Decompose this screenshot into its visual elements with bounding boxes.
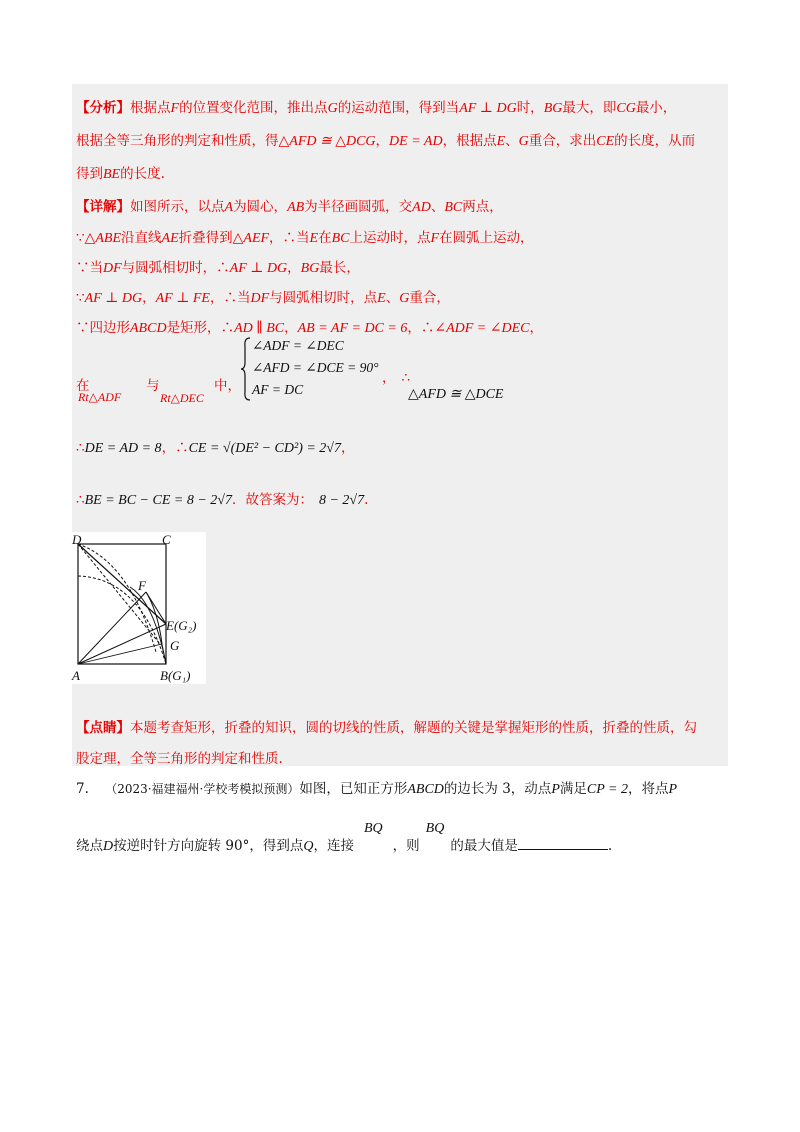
text: 是矩形， [166, 320, 221, 336]
math: CG [616, 101, 636, 116]
text: 、 [430, 199, 445, 215]
comment-text: 股定理，全等三角形的判定和性质. [76, 751, 283, 767]
label-B-G1: B(G₁) [160, 668, 191, 683]
text: ， [284, 320, 298, 336]
text: 如图，已知正方形 [299, 781, 408, 797]
math: AF ⊥ DG [229, 261, 288, 276]
text: ．故答案为： [231, 492, 313, 508]
math: BC [444, 200, 463, 215]
text: 的位置变化范围，推出点 [179, 100, 328, 116]
math: D [103, 839, 114, 854]
detail-line-5 [76, 316, 543, 337]
text: ， [341, 440, 355, 456]
because-symbol: ∵ [76, 320, 90, 336]
rt-adf [78, 390, 121, 405]
text: ， [529, 320, 543, 336]
math: BQ [425, 821, 445, 836]
label-E-G2: E(G₂) [166, 618, 197, 633]
math: G [399, 291, 410, 306]
text: ， [161, 440, 176, 456]
math: Rt△DEC [160, 391, 204, 405]
math: AB [287, 200, 305, 215]
text: ，则 [392, 838, 420, 854]
math: AF ⊥ DG [84, 291, 143, 306]
text: 、 [385, 290, 400, 306]
math: Rt△ADF [78, 390, 122, 404]
because-symbol: ∵ [76, 290, 85, 306]
math: DF [250, 291, 270, 306]
text: 的最大值是 [450, 838, 518, 854]
therefore-symbol: ∴ [216, 260, 230, 276]
math: F [430, 231, 440, 246]
detail-line-6-right [382, 366, 410, 386]
zhong-text [214, 374, 241, 394]
text: 沿直线 [121, 230, 162, 246]
math: Q [303, 839, 314, 854]
equation-system [240, 336, 380, 402]
math: BE [103, 167, 121, 182]
congruence-result [408, 386, 503, 403]
text: 在 [318, 230, 332, 246]
text: ， [209, 290, 224, 306]
label-D: D [72, 532, 82, 547]
math: △AFD ≅ △DCG [278, 134, 376, 149]
text: 最大，即 [562, 100, 617, 116]
math: BG [300, 261, 320, 276]
math: G [327, 101, 338, 116]
math: DE = AD [389, 134, 443, 149]
detail-line-4 [76, 286, 450, 307]
text: 为半径画圆弧，交 [304, 199, 413, 215]
math: ABCD [407, 782, 444, 797]
question-line-1 [76, 777, 677, 798]
text: 根据全等三角形的判定和性质，得 [76, 133, 279, 149]
text: ， [142, 290, 156, 306]
therefore-symbol: ∴ [420, 320, 435, 336]
therefore-symbol: ∴ [220, 320, 235, 336]
detail-tag: 【详解】 [76, 199, 130, 215]
text: 折叠得到 [178, 230, 233, 246]
math: E [496, 134, 506, 149]
text: 当 [236, 290, 251, 306]
text: ，连接 [313, 838, 354, 854]
text: 上运动时，点 [349, 230, 431, 246]
math: AF ⊥ DG [459, 101, 517, 116]
math: △ABE [84, 231, 122, 246]
text: 的运动范围，得到当 [337, 100, 460, 116]
text: 如图所示，以点 [130, 199, 225, 215]
answer-blank[interactable] [518, 837, 608, 850]
label-G: G [170, 638, 180, 653]
system-eq-1: ∠ADF = ∠DEC [252, 338, 344, 353]
detail-line-3 [76, 256, 360, 277]
text: 的长度，从而 [614, 133, 696, 149]
text: 的长度. [120, 166, 165, 182]
math: A [224, 200, 234, 215]
text: 根据点 [130, 100, 171, 116]
text: 中， [214, 378, 241, 394]
question-number: 7. [76, 781, 89, 797]
text: 重合，求出 [528, 133, 597, 149]
detail-line-8 [76, 488, 368, 509]
text: 按逆时针方向旋转 90°，得到点 [113, 838, 304, 854]
therefore-symbol: ∴ [76, 492, 85, 508]
question-source: （2023·福建福州·学校考模拟预测） [105, 782, 300, 796]
text: 四边形 [89, 320, 130, 336]
text: 当 [89, 260, 103, 276]
label-C: C [162, 532, 171, 547]
math: AB = AF = DC = 6 [297, 321, 408, 336]
text: 为圆心， [233, 199, 288, 215]
math: AF ⊥ FE [155, 291, 210, 306]
text: ， [407, 320, 421, 336]
comment-line-1 [76, 716, 697, 736]
figure-svg [70, 532, 206, 684]
comment-text: 本题考查矩形，折叠的知识，圆的切线的性质，解题的关键是掌握矩形的性质，折叠的性质，勾 [130, 720, 697, 736]
text: 最小， [635, 100, 677, 116]
math: AD [412, 200, 431, 215]
text: ， [287, 260, 301, 276]
with-text [146, 374, 160, 394]
label-F: F [138, 578, 146, 593]
analysis-line-2 [76, 129, 695, 150]
geometry-figure [70, 532, 206, 684]
math: P [668, 782, 678, 797]
analysis-line-3 [76, 162, 165, 183]
math: 8 − 2√7 [318, 493, 365, 508]
math: BG [543, 101, 563, 116]
math: △AFD ≅ △DCE [408, 387, 504, 402]
detail-line-7 [76, 436, 355, 457]
math: P [551, 782, 560, 797]
because-symbol: ∵ [76, 230, 85, 246]
text: 与圆弧相切时，点 [269, 290, 378, 306]
text: . [607, 838, 613, 854]
math: E [309, 231, 319, 246]
math: DE = AD = 8 [84, 441, 162, 456]
text: 与 [146, 378, 160, 394]
text: ， [382, 370, 396, 386]
label-A: A [72, 668, 80, 683]
comment-line-2 [76, 747, 283, 767]
text: ，将点 [627, 781, 669, 797]
math: CE [596, 134, 615, 149]
math: E [377, 291, 386, 306]
brace-icon [240, 336, 252, 402]
math: BC [331, 231, 350, 246]
math: F [170, 101, 180, 116]
therefore-symbol: ∴ [223, 290, 237, 306]
text: ， [269, 230, 283, 246]
math: BE = BC − CE = 8 − 2√7 [84, 493, 232, 508]
math: CP = 2 [586, 782, 628, 797]
therefore-symbol: ∴ [282, 230, 297, 246]
detail-line-1 [76, 195, 503, 216]
text: 在圆弧上运动， [439, 230, 534, 246]
math: AD ∥ BC [234, 321, 285, 336]
text: 的边长为 3，动点 [443, 781, 552, 797]
rt-dec [160, 390, 204, 406]
text: 绕点 [76, 838, 103, 854]
text: 在 [76, 378, 90, 394]
therefore-symbol: ∴ [175, 440, 189, 456]
text: 时， [516, 100, 544, 116]
text: 、 [505, 133, 519, 149]
therefore-symbol: ∴ [401, 370, 411, 386]
analysis-tag: 【分析】 [76, 100, 130, 116]
text: ，根据点 [442, 133, 497, 149]
text: 重合， [409, 290, 450, 306]
text: 满足 [559, 781, 587, 797]
comment-tag: 【点睛】 [76, 720, 130, 736]
math: G [518, 134, 529, 149]
math: BQ [363, 821, 383, 836]
math: ABCD [130, 321, 167, 336]
analysis-line-1 [76, 96, 676, 117]
text: ， [375, 133, 390, 149]
because-symbol: ∵ [76, 260, 90, 276]
math: ∠ADF = ∠DEC [434, 321, 530, 336]
math: △AEF [232, 231, 270, 246]
text: 最长， [319, 260, 360, 276]
text: 得到 [76, 166, 103, 182]
system-eq-2: ∠AFD = ∠DCE = 90° [252, 360, 379, 375]
math: AE [161, 231, 179, 246]
question-line-2 [76, 821, 613, 855]
detail-line-2 [76, 226, 534, 247]
math: DF [103, 261, 122, 276]
text: 与圆弧相切时， [121, 260, 217, 276]
text: . [364, 492, 369, 508]
system-eq-3: AF = DC [252, 382, 304, 397]
math: CE = √(DE² − CD²) = 2√7 [188, 441, 341, 456]
text: 当 [296, 230, 310, 246]
therefore-symbol: ∴ [76, 440, 85, 456]
text: 两点， [462, 199, 503, 215]
